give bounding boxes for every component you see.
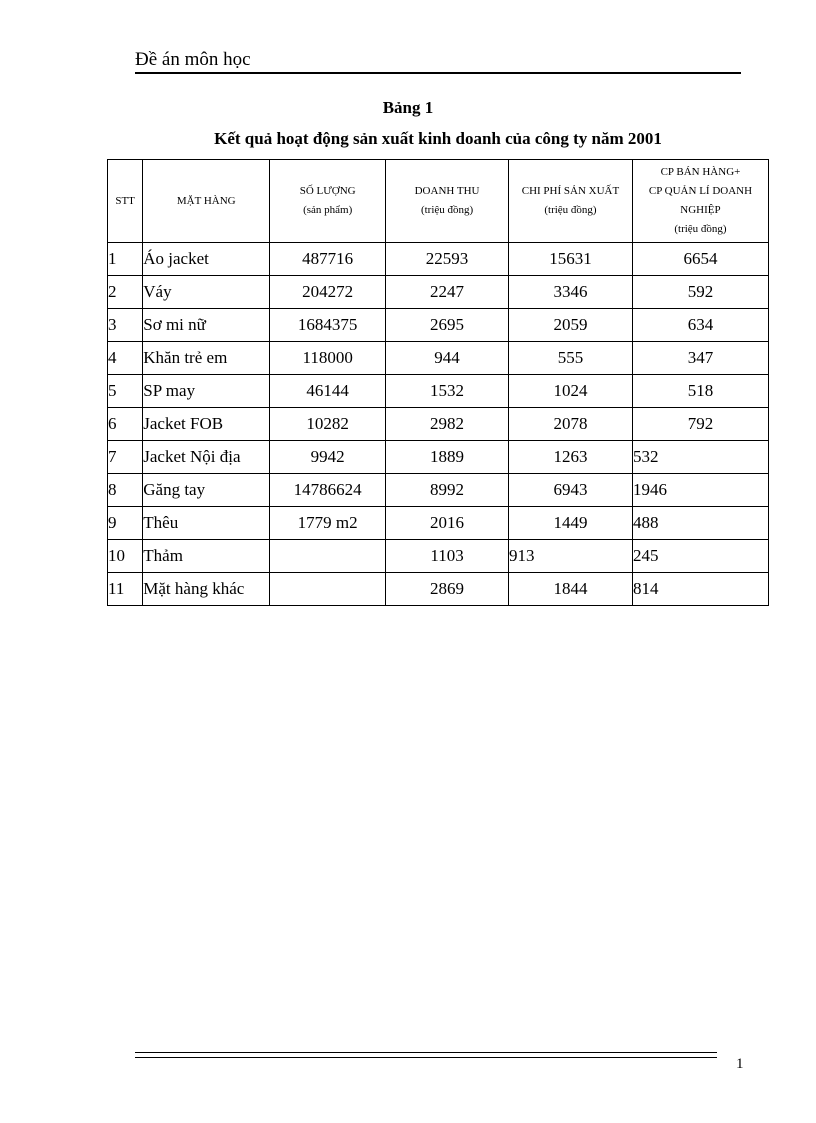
header-rule [135, 72, 741, 74]
cell-stt: 4 [108, 342, 143, 375]
cell-revenue: 1532 [386, 375, 509, 408]
cell-revenue: 2982 [386, 408, 509, 441]
cell-item: Váy [143, 276, 270, 309]
table-row [108, 474, 769, 507]
table-row [108, 276, 769, 309]
cell-quantity: 487716 [270, 243, 386, 276]
cell-production-cost: 2078 [509, 408, 633, 441]
header-revenue-title: DOANH THU [414, 185, 480, 197]
cell-revenue: 2247 [386, 276, 509, 309]
cell-production-cost: 15631 [509, 243, 633, 276]
cell-selling-admin-cost: 532 [632, 441, 768, 474]
table-row [108, 441, 769, 474]
header-production-cost-title: CHI PHÍ SẢN XUẤT [521, 185, 620, 197]
cell-stt: 10 [108, 540, 143, 573]
cell-revenue: 1103 [386, 540, 509, 573]
footer-rule [135, 1052, 717, 1058]
cell-quantity [270, 540, 386, 573]
table-row [108, 309, 769, 342]
cell-production-cost: 913 [509, 540, 633, 573]
table-row [108, 573, 769, 606]
cell-selling-admin-cost: 634 [632, 309, 768, 342]
header-revenue [386, 160, 509, 243]
cell-quantity: 10282 [270, 408, 386, 441]
cell-quantity [270, 573, 386, 606]
header-selling-admin-unit: (triệu đồng) [674, 223, 727, 235]
cell-selling-admin-cost: 1946 [632, 474, 768, 507]
cell-revenue: 2869 [386, 573, 509, 606]
cell-item: SP may [143, 375, 270, 408]
page-number: 1 [736, 1056, 744, 1072]
table-row [108, 243, 769, 276]
cell-stt: 1 [108, 243, 143, 276]
cell-revenue: 1889 [386, 441, 509, 474]
cell-production-cost: 2059 [509, 309, 633, 342]
header-item: MẶT HÀNG [143, 160, 270, 243]
cell-production-cost: 1024 [509, 375, 633, 408]
cell-selling-admin-cost: 792 [632, 408, 768, 441]
cell-production-cost: 555 [509, 342, 633, 375]
cell-production-cost: 1844 [509, 573, 633, 606]
cell-stt: 3 [108, 309, 143, 342]
cell-quantity: 1779 m2 [270, 507, 386, 540]
cell-quantity: 204272 [270, 276, 386, 309]
header-quantity-unit: (sản phẩm) [303, 204, 353, 216]
cell-selling-admin-cost: 814 [632, 573, 768, 606]
header-quantity-title: SỐ LƯỢNG [299, 185, 356, 197]
table-row [108, 342, 769, 375]
header-quantity [270, 160, 386, 243]
header-selling-admin-line2: CP QUẢN LÍ DOANH [648, 185, 753, 197]
cell-production-cost: 1263 [509, 441, 633, 474]
header-selling-admin-line3: NGHIỆP [680, 204, 721, 216]
document-header-title: Đề án môn học [135, 49, 251, 70]
table-label: Bảng 1 [382, 98, 434, 117]
cell-item: Jacket FOB [143, 408, 270, 441]
cell-item: Áo jacket [143, 243, 270, 276]
cell-revenue: 944 [386, 342, 509, 375]
cell-stt: 5 [108, 375, 143, 408]
cell-item: Khăn trẻ em [143, 342, 270, 375]
cell-selling-admin-cost: 347 [632, 342, 768, 375]
cell-revenue: 2695 [386, 309, 509, 342]
header-revenue-unit: (triệu đồng) [420, 204, 474, 216]
cell-production-cost: 3346 [509, 276, 633, 309]
header-stt: STT [108, 160, 143, 243]
cell-selling-admin-cost: 592 [632, 276, 768, 309]
cell-stt: 9 [108, 507, 143, 540]
header-production-cost [509, 160, 633, 243]
cell-revenue: 22593 [386, 243, 509, 276]
cell-revenue: 8992 [386, 474, 509, 507]
cell-selling-admin-cost: 518 [632, 375, 768, 408]
cell-item: Thêu [143, 507, 270, 540]
cell-production-cost: 1449 [509, 507, 633, 540]
table-row [108, 507, 769, 540]
cell-selling-admin-cost: 488 [632, 507, 768, 540]
cell-selling-admin-cost: 6654 [632, 243, 768, 276]
cell-stt: 2 [108, 276, 143, 309]
cell-item: Sơ mi nữ [143, 309, 270, 342]
results-table [107, 159, 769, 606]
cell-item: Thảm [143, 540, 270, 573]
cell-stt: 7 [108, 441, 143, 474]
cell-revenue: 2016 [386, 507, 509, 540]
table-row [108, 540, 769, 573]
cell-selling-admin-cost: 245 [632, 540, 768, 573]
cell-item: Mặt hàng khác [143, 573, 270, 606]
cell-quantity: 1684375 [270, 309, 386, 342]
cell-quantity: 118000 [270, 342, 386, 375]
cell-item: Jacket Nội địa [143, 441, 270, 474]
table-header-row [108, 160, 769, 243]
cell-stt: 11 [108, 573, 143, 606]
cell-production-cost: 6943 [509, 474, 633, 507]
cell-stt: 6 [108, 408, 143, 441]
header-selling-admin-line1: CP BÁN HÀNG+ [660, 166, 741, 178]
header-production-cost-unit: (triệu đồng) [544, 204, 597, 216]
table-row [108, 408, 769, 441]
cell-quantity: 9942 [270, 441, 386, 474]
table-row [108, 375, 769, 408]
cell-quantity: 14786624 [270, 474, 386, 507]
cell-quantity: 46144 [270, 375, 386, 408]
header-selling-admin-cost [632, 160, 768, 243]
cell-stt: 8 [108, 474, 143, 507]
table-caption: Kết quả hoạt động sản xuất kinh doanh của công ty năm 2001 [214, 129, 662, 148]
cell-item: Găng tay [143, 474, 270, 507]
